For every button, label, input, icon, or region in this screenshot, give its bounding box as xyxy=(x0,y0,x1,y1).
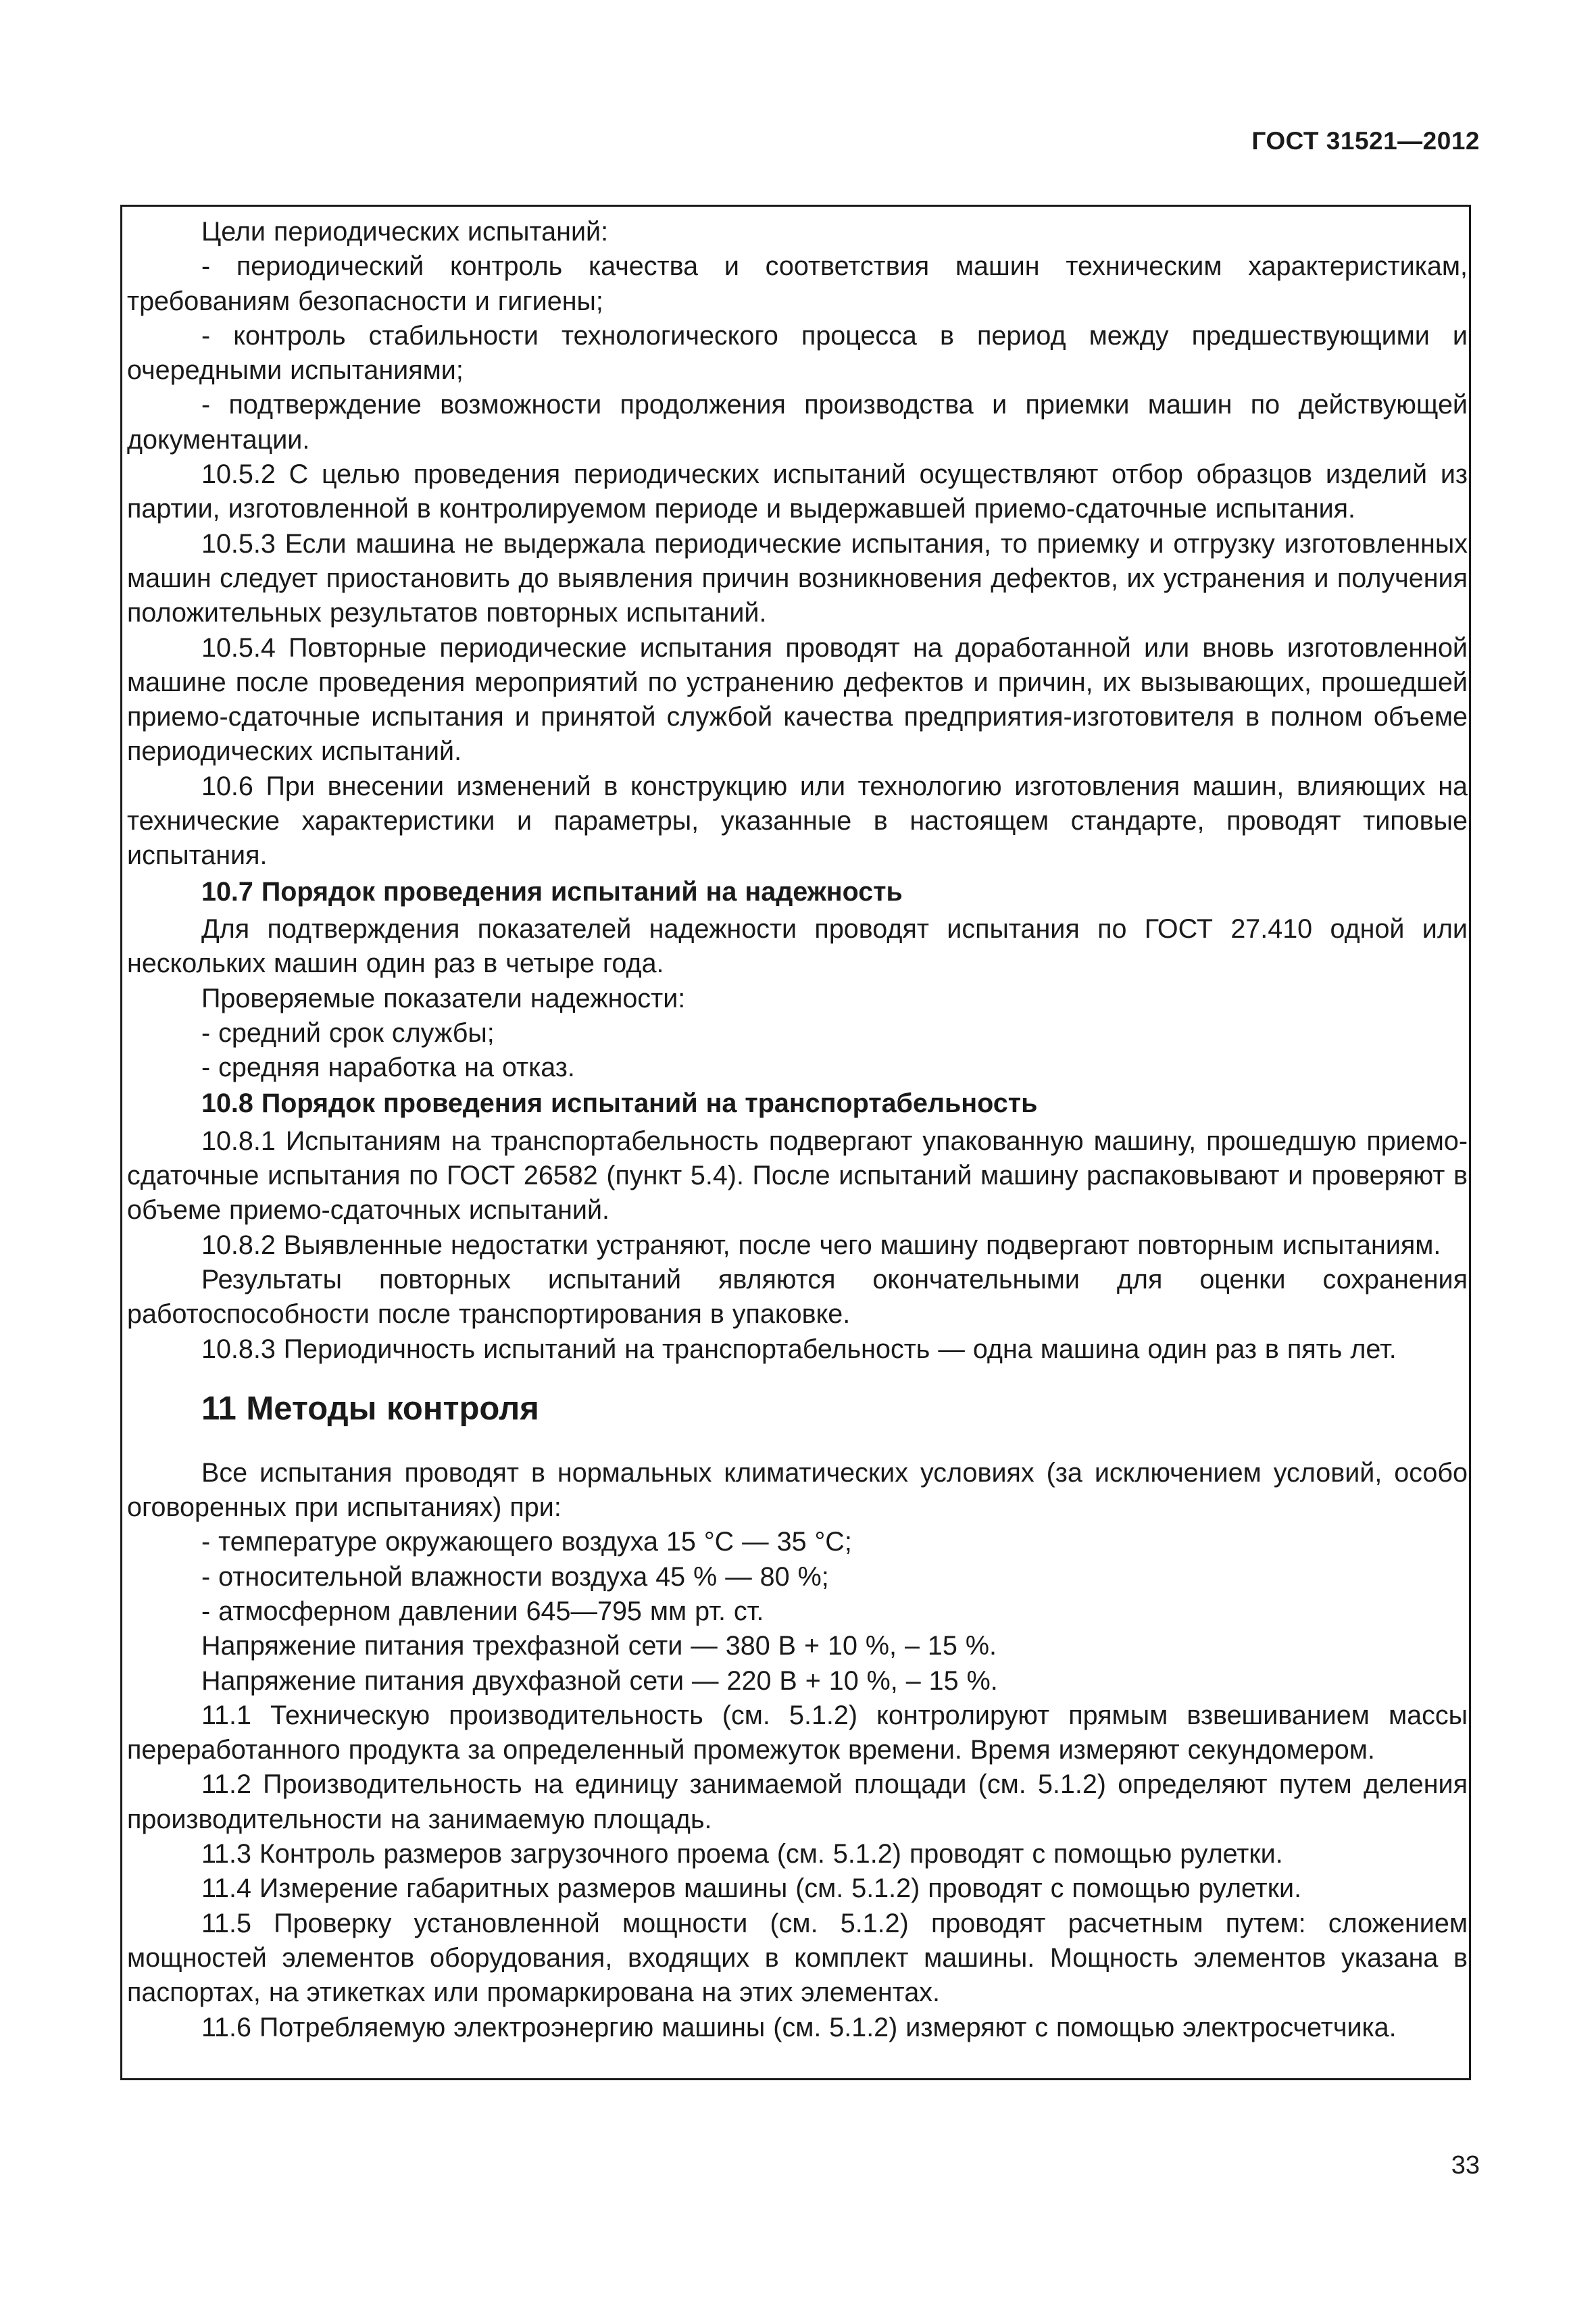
paragraph: 10.8.3 Периодичность испытаний на транспортабельность — одна машина один раз в пять лет. xyxy=(201,1334,1397,1364)
paragraph: Напряжение питания трехфазной сети — 380 В + 10 %, – 15 %. xyxy=(201,1631,997,1661)
list-item: - подтверждение возможности продолжения производства и приемки машин по действующей документации. xyxy=(127,390,1468,455)
list-item: - средняя наработка на отказ. xyxy=(201,1053,575,1083)
paragraph: Для подтверждения показателей надежности проводят испытания по ГОСТ 27.410 одной или нескольких машин один раз в четыре года. xyxy=(127,913,1468,979)
list-item: - контроль стабильности технологического процесса в период между предшествующими и очередными испытаниями; xyxy=(127,320,1468,386)
page-number: 33 xyxy=(1451,2151,1480,2180)
paragraph: Цели периодических испытаний: xyxy=(201,217,609,247)
list-item: - средний срок службы; xyxy=(201,1017,495,1048)
paragraph: Проверяемые показатели надежности: xyxy=(201,983,686,1013)
paragraph: 10.5.4 Повторные периодические испытания проводят на доработанной или вновь изготовленной машине после проведения мероприятий по устранению дефектов и причин, их вызывающих, прошедшей приемо-сдаточные испытания и принятой службой качества предприятия-изготовителя в полном объеме периодических испытаний. xyxy=(127,632,1468,767)
document-id: ГОСТ 31521—2012 xyxy=(1251,127,1480,155)
list-item: - периодический контроль качества и соответствия машин техническим характеристикам, требованиям безопасности и гигиены; xyxy=(127,251,1468,316)
list-item: - температуре окружающего воздуха 15 °С — 35 °С; xyxy=(201,1527,852,1557)
list-item: - относительной влажности воздуха 45 % — 80 %; xyxy=(201,1561,829,1592)
paragraph: 11.1 Техническую производительность (см. 5.1.2) контролируют прямым взвешиванием массы переработанного продукта за определенный промежуток времени. Время измеряют секундомером. xyxy=(127,1700,1468,1765)
paragraph: 10.5.2 С целью проведения периодических испытаний осуществляют отбор образцов изделий из партии, изготовленной в контролируемом периоде и выдержавшей приемо-сдаточные испытания. xyxy=(127,459,1468,524)
paragraph: 10.5.3 Если машина не выдержала периодические испытания, то приемку и отгрузку изготовленных машин следует приостановить до выявления причин возникновения дефектов, их устранения и получения положительных результатов повторных испытаний. xyxy=(127,528,1468,628)
paragraph: 11.2 Производительность на единицу занимаемой площади (см. 5.1.2) определяют путем деления производительности на занимаемую площадь. xyxy=(127,1769,1468,1834)
paragraph: Все испытания проводят в нормальных климатических условиях (за исключением условий, особо оговоренных при испытаниях) при: xyxy=(127,1457,1468,1523)
document-body xyxy=(127,215,1468,2045)
paragraph: Напряжение питания двухфазной сети — 220 В + 10 %, – 15 %. xyxy=(201,1665,998,1696)
paragraph: 11.6 Потребляемую электроэнергию машины (см. 5.1.2) измеряют с помощью электросчетчика. xyxy=(201,2012,1397,2042)
paragraph: Результаты повторных испытаний являются окончательными для оценки сохранения работоспособности после транспортирования в упаковке. xyxy=(127,1264,1468,1330)
list-item: - атмосферном давлении 645—795 мм рт. ст. xyxy=(201,1596,764,1626)
paragraph: 11.5 Проверку установленной мощности (см. 5.1.2) проводят расчетным путем: сложением мощностей элементов оборудования, входящих в комплект машины. Мощность элементов указана в паспортах, на этикетках или промаркирована на этих элементах. xyxy=(127,1908,1468,2008)
paragraph: 11.3 Контроль размеров загрузочного проема (см. 5.1.2) проводят с помощью рулетки. xyxy=(201,1839,1283,1869)
paragraph: 10.8.2 Выявленные недостатки устраняют, после чего машину подвергают повторным испытаниям. xyxy=(201,1230,1441,1260)
section-heading: 10.8 Порядок проведения испытаний на транспортабельность xyxy=(201,1088,1038,1119)
paragraph: 10.6 При внесении изменений в конструкцию или технологию изготовления машин, влияющих на технические характеристики и параметры, указанные в настоящем стандарте, проводят типовые испытания. xyxy=(127,771,1468,871)
paragraph: 10.8.1 Испытаниям на транспортабельность подвергают упакованную машину, прошедшую приемо-сдаточные испытания по ГОСТ 26582 (пункт 5.4). После испытаний машину распаковывают и проверяют в объеме приемо-сдаточных испытаний. xyxy=(127,1126,1468,1226)
paragraph: 11.4 Измерение габаритных размеров машины (см. 5.1.2) проводят с помощью рулетки. xyxy=(201,1873,1302,1904)
section-heading: 10.7 Порядок проведения испытаний на надежность xyxy=(201,876,903,907)
chapter-heading: 11 Методы контроля xyxy=(201,1390,539,1427)
